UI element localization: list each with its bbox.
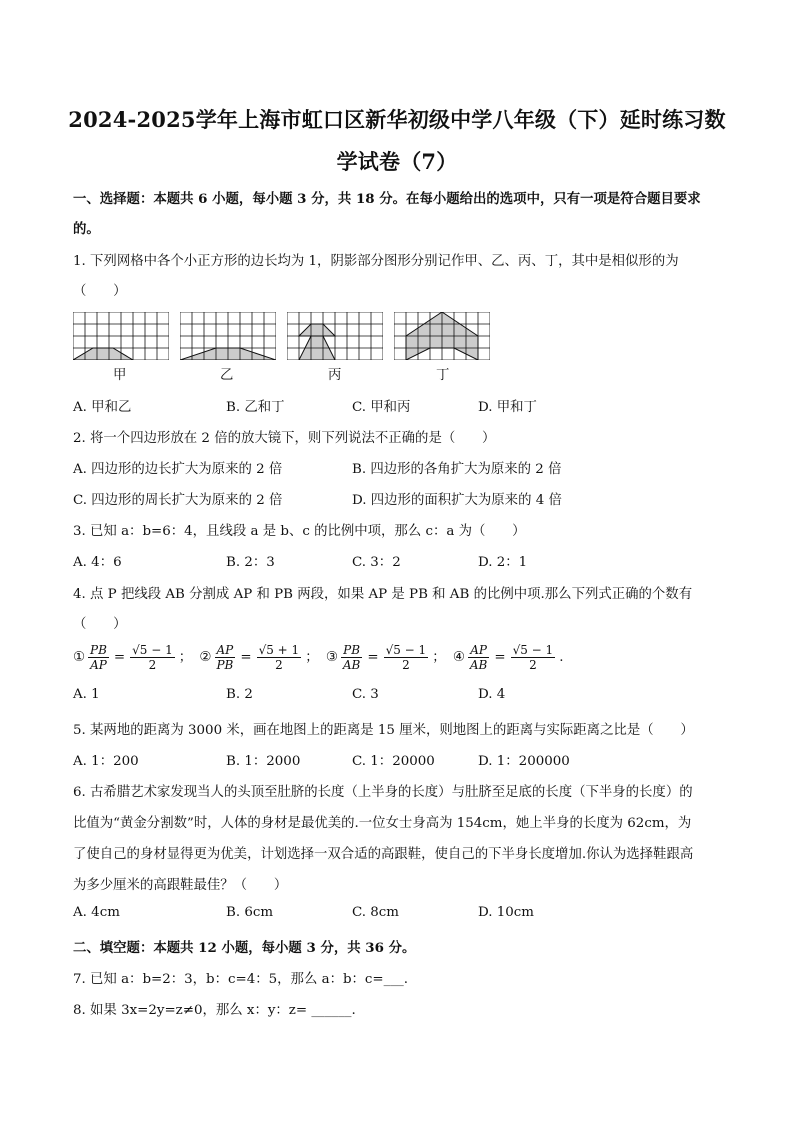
q4-marker-3: ③ xyxy=(325,650,338,665)
q4-lhs-num-1: PB xyxy=(90,643,107,657)
paper-title-line1: 2024-2025学年上海市虹口区新华初级中学八年级（下）延时练习数 xyxy=(68,107,726,132)
q4-rhs-den-4: 2 xyxy=(529,658,537,672)
q4-lhs-fraction-3 xyxy=(341,643,362,672)
q6-option-d: D. 10cm xyxy=(478,905,535,920)
q6-stem-cont-3: 为多少厘米的高跟鞋最佳？（ ） xyxy=(73,878,288,893)
q6-option-a: A. 4cm xyxy=(73,905,120,920)
q4-option-b: B. 2 xyxy=(226,687,253,702)
q2-option-a: A. 四边形的边长扩大为原来的 2 倍 xyxy=(73,462,283,477)
q5-option-a: A. 1：200 xyxy=(73,754,139,769)
q3-option-b: B. 2：3 xyxy=(226,555,275,570)
q4-rhs-num-3: √5 − 1 xyxy=(385,643,427,657)
q4-formula-2 xyxy=(199,643,325,672)
q1-figure-bing xyxy=(287,312,383,360)
q4-formula-4 xyxy=(452,643,567,672)
q4-lhs-den-2: PB xyxy=(216,658,234,672)
q4-separator-4: . xyxy=(559,650,564,665)
q4-formula-1 xyxy=(73,643,199,672)
q4-lhs-den-3: AB xyxy=(342,658,361,672)
q1-option-d: D. 甲和丁 xyxy=(478,400,537,415)
q2-stem: 2. 将一个四边形放在 2 倍的放大镜下，则下列说法不正确的是（ ） xyxy=(73,431,496,446)
q8-stem: 8. 如果 3x=2y=z≠0，那么 x：y：z= ______. xyxy=(73,1003,356,1018)
q6-stem-cont-1: 比值为“黄金分割数”时，人体的身材是最优美的.一位女士身高为 154cm，她上半身的长度为 62cm，为 xyxy=(73,816,692,831)
q4-lhs-den-4: AB xyxy=(469,658,488,672)
paper-title-line2: 学试卷（7） xyxy=(336,149,458,174)
q4-lhs-num-2: AP xyxy=(216,643,234,657)
q4-rhs-fraction-3 xyxy=(384,643,429,672)
q4-marker-1: ① xyxy=(73,650,86,665)
q4-rhs-fraction-4 xyxy=(511,643,556,672)
q1-option-b: B. 乙和丁 xyxy=(226,400,285,415)
q1-figure-yi xyxy=(180,312,276,360)
q4-lhs-fraction-2 xyxy=(214,643,235,672)
q5-option-d: D. 1：200000 xyxy=(478,754,570,769)
q4-rhs-num-2: √5 + 1 xyxy=(258,643,300,657)
q1-label-jia: 甲 xyxy=(113,368,127,383)
section1-heading-cont: 的。 xyxy=(73,221,100,237)
q3-stem: 3. 已知 a：b=6：4，且线段 a 是 b、c 的比例中项，那么 c：a 为（ ） xyxy=(73,524,526,539)
q4-equals-1: = xyxy=(113,650,126,665)
section1-heading: 一、选择题：本题共 6 小题，每小题 3 分，共 18 分。在每小题给出的选项中，只有一项是符合题目要求 xyxy=(73,191,701,207)
q5-stem: 5. 某两地的距离为 3000 米，画在地图上的距离是 15 厘米，则地图上的距离与实际距离之比是（ ） xyxy=(73,723,694,738)
q4-lhs-fraction-4 xyxy=(468,643,489,672)
q2-option-b: B. 四边形的各角扩大为原来的 2 倍 xyxy=(352,462,562,477)
q4-equals-2: = xyxy=(240,650,252,665)
q5-option-c: C. 1：20000 xyxy=(352,754,435,769)
q4-stem: 4. 点 P 把线段 AB 分割成 AP 和 PB 两段，如果 AP 是 PB 和 AB 的比例中项.那么下列式正确的个数有 xyxy=(73,587,693,602)
q5-option-b: B. 1：2000 xyxy=(226,754,301,769)
q4-rhs-den-1: 2 xyxy=(148,658,157,672)
q4-formula-row xyxy=(73,643,566,672)
q4-lhs-den-1: AP xyxy=(90,658,107,672)
q4-option-c: C. 3 xyxy=(352,687,379,702)
q4-lhs-num-3: PB xyxy=(343,643,361,657)
q7-stem: 7. 已知 a：b=2：3，b：c=4：5，那么 a：b：c=___. xyxy=(73,972,408,987)
q1-option-c: C. 甲和丙 xyxy=(352,400,411,415)
q4-separator-3: ； xyxy=(432,650,446,665)
q4-formula-3 xyxy=(325,643,453,672)
q2-option-c: C. 四边形的周长扩大为原来的 2 倍 xyxy=(73,493,283,508)
q4-marker-4: ④ xyxy=(452,650,465,665)
q4-rhs-fraction-1 xyxy=(130,643,175,672)
q1-label-bing: 丙 xyxy=(328,368,342,383)
q1-figure-ding xyxy=(394,312,490,360)
q3-option-d: D. 2：1 xyxy=(478,555,528,570)
q6-stem-cont-2: 了使自己的身材显得更为优美，计划选择一双合适的高跟鞋，使自己的下半身长度增加.你认为选择鞋跟高 xyxy=(73,847,694,862)
q1-stem-cont: （ ） xyxy=(73,284,127,299)
q4-rhs-fraction-2 xyxy=(257,643,302,672)
q4-marker-2: ② xyxy=(199,650,212,665)
q1-label-ding: 丁 xyxy=(436,368,450,383)
q1-stem: 1. 下列网格中各个小正方形的边长均为 1，阴影部分图形分别记作甲、乙、丙、丁，其中是相似形的为 xyxy=(73,254,679,269)
q1-option-a: A. 甲和乙 xyxy=(73,400,132,415)
q2-option-d: D. 四边形的面积扩大为原来的 4 倍 xyxy=(352,493,562,508)
q4-option-a: A. 1 xyxy=(73,687,100,702)
q4-lhs-fraction-1 xyxy=(88,643,109,672)
q3-option-a: A. 4：6 xyxy=(73,555,122,570)
q4-rhs-num-1: √5 − 1 xyxy=(132,643,173,657)
q4-rhs-den-3: 2 xyxy=(402,658,410,672)
q4-equals-4: = xyxy=(494,650,506,665)
q3-option-c: C. 3：2 xyxy=(352,555,401,570)
q4-rhs-den-2: 2 xyxy=(275,658,283,672)
section2-heading: 二、填空题：本题共 12 小题，每小题 3 分，共 36 分。 xyxy=(73,940,416,956)
q6-stem: 6. 古希腊艺术家发现当人的头顶至肚脐的长度（上半身的长度）与肚脐至足底的长度（下半身的长度）的 xyxy=(73,785,693,800)
q4-option-d: D. 4 xyxy=(478,687,506,702)
q4-equals-3: = xyxy=(367,650,379,665)
q4-separator-1: ； xyxy=(178,650,193,665)
q6-option-c: C. 8cm xyxy=(352,905,399,920)
q4-stem-cont: （ ） xyxy=(73,617,127,632)
q6-option-b: B. 6cm xyxy=(226,905,274,920)
q1-label-yi: 乙 xyxy=(220,368,234,383)
q4-lhs-num-4: AP xyxy=(470,643,487,657)
q1-figure-jia xyxy=(73,312,169,360)
q4-rhs-num-4: √5 − 1 xyxy=(512,643,554,657)
q4-separator-2: ； xyxy=(305,650,319,665)
